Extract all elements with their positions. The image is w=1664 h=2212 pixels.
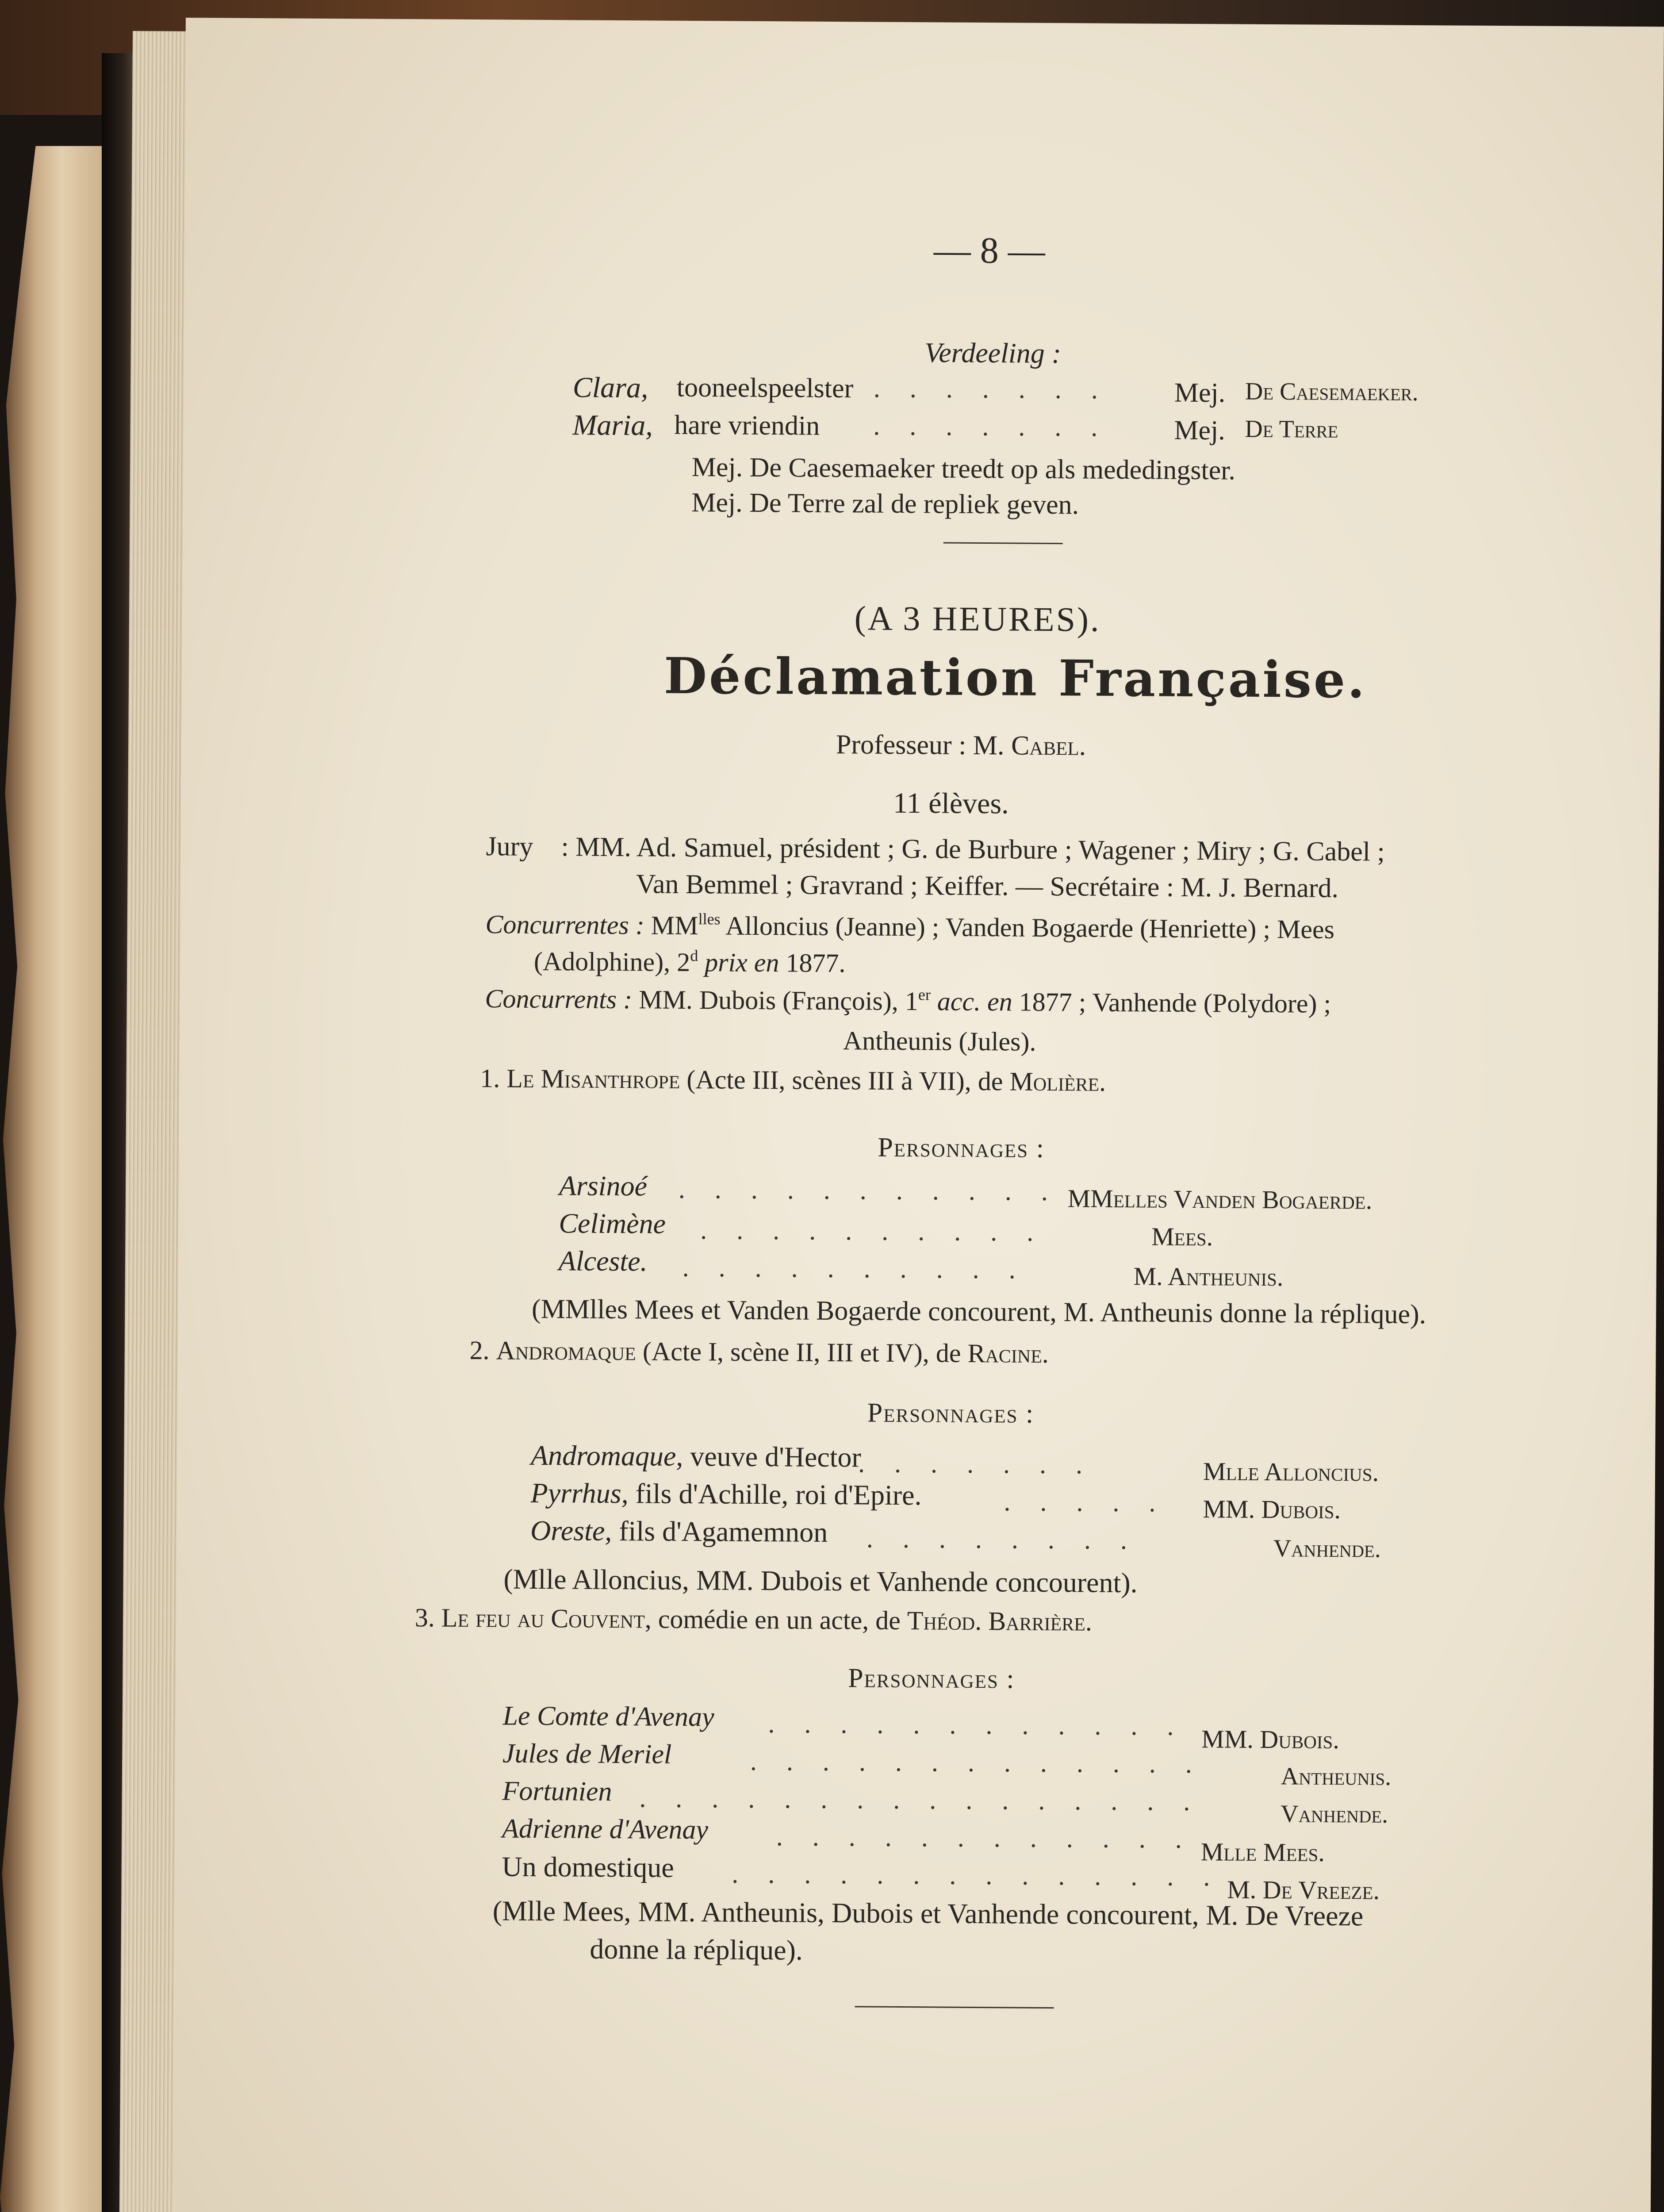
leader-dots: . . . . . . . . . . . . . [750, 1746, 1204, 1779]
leader-dots: . . . . . . . . . . [700, 1215, 1045, 1247]
verdeeling-note: Mej. De Caesemaeker treedt op als mededingster. [691, 452, 1236, 486]
concurrentes-label: Concurrentes : [485, 910, 645, 940]
piece-note: donne la réplique). [590, 1933, 803, 1966]
piece-number: 1. [480, 1064, 500, 1093]
role-name: Adrienne d'Avenay [502, 1813, 709, 1845]
piece-heading [469, 1336, 1049, 1368]
role-description: fils d'Agamemnon [619, 1515, 828, 1548]
leader-dots: . . . . . . . . . . . . . . [732, 1859, 1222, 1892]
leader-dots: . . . . . . . . . . . [678, 1174, 1060, 1206]
divider [943, 542, 1063, 544]
jury-line: : MM. Ad. Samuel, président ; G. de Burbure ; Wagener ; Miry ; G. Cabel ; [561, 832, 1385, 867]
leader-dots: . . . . . . . . . . . . [776, 1822, 1194, 1854]
concurrents-text: 1877 ; Vanhende (Polydore) ; [1019, 987, 1331, 1018]
role-name: Arsinoé [559, 1170, 648, 1202]
actor-name: Antheunis. [1281, 1763, 1392, 1791]
role-name: Jules de Meriel [502, 1738, 672, 1770]
leader-dots: . . . . . . . [873, 411, 1109, 442]
role-description: fils d'Achille, roi d'Epire. [635, 1478, 922, 1511]
concurrentes-names: Alloncius (Jeanne) ; Vanden Bogaerde (Henriette) ; Mees [725, 911, 1335, 944]
concurrentes-sup: d [690, 947, 698, 965]
actor-prefix: Mej. [1174, 415, 1225, 446]
piece-heading [480, 1064, 1106, 1097]
concurrentes-line [534, 947, 846, 978]
piece-note: (MMlles Mees et Vanden Bogaerde concourent, M. Antheunis donne la réplique). [531, 1294, 1426, 1330]
actor-name: Mees. [1151, 1222, 1213, 1252]
verdeeling-note: Mej. De Terre zal de repliek geven. [691, 488, 1079, 520]
role-name: Un domestique [502, 1851, 674, 1883]
section-title: Déclamation Française. [663, 647, 1367, 710]
piece-note: (Mlle Alloncius, MM. Dubois et Vanhende concourent). [503, 1563, 1138, 1599]
concurrents-line [485, 984, 1331, 1018]
jury-label: Jury [486, 831, 533, 862]
leader-dots: . . . . . . . . [866, 1524, 1139, 1555]
role-name: Clara, [572, 371, 648, 404]
piece-author: Théod. Barrière. [907, 1606, 1093, 1636]
role-name: Maria, [572, 409, 653, 442]
piece-detail: comédie en un acte, de [658, 1604, 901, 1635]
actor-name: M. Antheunis. [1133, 1262, 1284, 1292]
concurrentes-prefix: MM [651, 910, 698, 941]
leader-dots: . . . . . . . . . . . . . . . . [639, 1783, 1202, 1816]
divider [855, 2006, 1054, 2008]
jury-line: Van Bemmel ; Gravrand ; Keiffer. — Secrétaire : M. J. Bernard. [636, 869, 1339, 903]
piece-author: Molière. [1009, 1067, 1106, 1097]
leader-dots: . . . . . . . [873, 373, 1110, 404]
actor-name: Vanhende. [1281, 1800, 1388, 1828]
personnages-label: Personnages : [878, 1132, 1045, 1164]
role-name: Alceste. [558, 1245, 648, 1277]
actor-prefix: Mej. [1174, 377, 1226, 408]
role-description: veuve d'Hector [690, 1440, 862, 1473]
concurrents-label: Concurrents : [485, 984, 633, 1014]
piece-heading [415, 1603, 1092, 1636]
role-name: Le Comte d'Avenay [502, 1701, 714, 1732]
piece-author: Racine. [967, 1338, 1049, 1368]
actor-name: De Caesemaeker. [1245, 377, 1419, 407]
concurrentes-prix: prix en [705, 948, 779, 978]
concurrentes-sup: lles [698, 910, 721, 928]
page-number: — 8 — [933, 230, 1046, 272]
professeur-label: Professeur : M. [836, 730, 1005, 761]
piece-title: Andromaque [496, 1336, 636, 1366]
piece-title: Le feu au Couvent, [441, 1603, 652, 1634]
leader-dots: . . . . . . . . . . [682, 1252, 1027, 1284]
verdeeling-heading: Verdeeling : [924, 337, 1062, 369]
concurrents-sup: er [918, 986, 931, 1004]
role-description: tooneelspeelster [676, 372, 854, 404]
concurrentes-text: (Adolphine), 2 [533, 946, 690, 977]
piece-number: 2. [469, 1335, 490, 1365]
torn-page-edges [0, 146, 102, 2212]
actor-name: MM. Dubois. [1203, 1494, 1341, 1525]
role-line [531, 1440, 861, 1473]
concurrentes-year: 1877. [786, 948, 846, 978]
concurrents-text: MM. Dubois (François), 1 [639, 985, 919, 1016]
piece-detail: (Acte I, scène II, III et IV), de [642, 1336, 961, 1368]
book-page [172, 18, 1664, 2212]
role-name: Fortunien [502, 1776, 612, 1807]
time-heading: (A 3 HEURES). [854, 599, 1101, 639]
actor-name: MM. Dubois. [1201, 1724, 1340, 1755]
eleves-count: 11 élèves. [893, 787, 1009, 820]
actor-name: Vanhende. [1273, 1535, 1381, 1563]
role-name: Andromaque, [530, 1439, 683, 1472]
role-name: Oreste, [530, 1514, 612, 1547]
concurrents-line: Antheunis (Jules). [843, 1026, 1036, 1056]
concurrents-acc: acc. en [937, 987, 1012, 1017]
professeur-name: Cabel. [1011, 730, 1086, 761]
actor-name: MMelles Vanden Bogaerde. [1067, 1184, 1373, 1215]
personnages-label: Personnages : [867, 1398, 1035, 1429]
actor-name: Mlle Mees. [1200, 1837, 1325, 1867]
role-line [530, 1515, 828, 1548]
actor-name: Mlle Alloncius. [1203, 1457, 1379, 1487]
piece-detail: (Acte III, scènes III à VII), de [686, 1064, 1003, 1096]
role-description: hare vriendin [674, 410, 820, 441]
piece-title: Le Misanthrope [506, 1064, 680, 1094]
role-line [530, 1478, 921, 1511]
leader-dots: . . . . . . . . . . . . [768, 1709, 1185, 1741]
leader-dots: . . . . . . . [858, 1448, 1094, 1479]
role-name: Pyrrhus, [530, 1477, 629, 1509]
professeur-line [836, 730, 1086, 761]
piece-number: 3. [414, 1603, 435, 1632]
leader-dots: . . . . . [1004, 1487, 1167, 1517]
actor-name: De Terre [1245, 415, 1338, 443]
personnages-label: Personnages : [847, 1663, 1015, 1694]
piece-note: (Mlle Mees, MM. Antheunis, Dubois et Vanhende concourent, M. De Vreeze [492, 1895, 1364, 1932]
actor-name: M. De Vreeze. [1227, 1875, 1380, 1905]
concurrentes-line [485, 910, 1334, 944]
role-name: Celimène [559, 1207, 666, 1240]
